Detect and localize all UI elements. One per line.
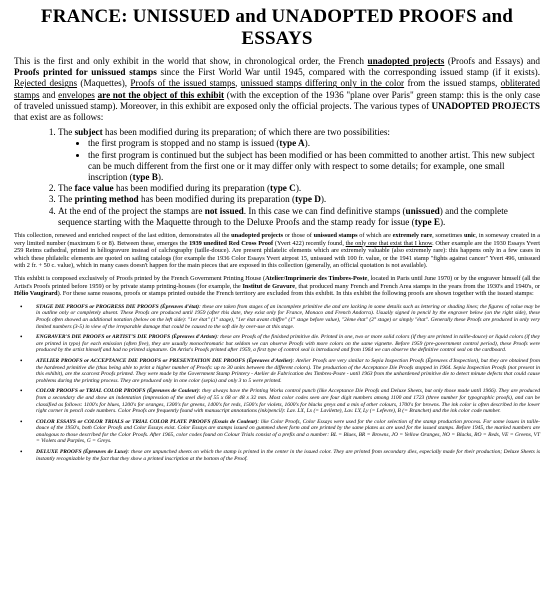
definition-item <box>14 449 540 462</box>
intro-text: This is the first and only exhibit in the world that show, in chronological order, the French <box>14 56 364 66</box>
item-text: not issued <box>204 205 244 216</box>
item-text: The <box>58 194 73 205</box>
item-text: face value <box>74 183 114 194</box>
item-text: type A <box>279 138 305 149</box>
para-text: or those of <box>284 232 312 240</box>
item-text: ) and the complete sequence starting with the Maquette through to the Deluxe Proofs and the stamp ready for issue ( <box>58 205 508 227</box>
item-text: ). <box>295 183 302 194</box>
list-item <box>58 183 540 194</box>
intro-text: Proofs of the issued stamps <box>130 78 236 89</box>
definition-item <box>14 358 540 384</box>
project-types-list <box>14 127 540 228</box>
para-text: , located in Paris until June 1970) or by the engraver himself (all the Artist's Proofs printed before 1959) or by private stamp printing-houses (for example, the <box>14 275 540 290</box>
intro-paragraph <box>14 56 540 123</box>
page-title: FRANCE: UNISSUED and UNADOPTED PROOFS and ESSAYS <box>40 6 514 49</box>
item-text: type D <box>295 194 321 205</box>
definition-term: COLOR PROOFS or TRIAL COLOR PROOFS (Épreuves de Couleur) <box>36 388 199 395</box>
intro-text: unadopted projects <box>367 56 445 66</box>
intro-text: , <box>235 78 238 89</box>
intro-text: UNADOPTED PROJECTS <box>431 100 540 111</box>
definition-item <box>14 304 540 330</box>
intro-text: envelopes <box>58 89 95 100</box>
para-text: of which are <box>359 232 391 240</box>
definition-item <box>14 388 540 414</box>
definition-term: COLOR ESSAYS or COLOR TRIALS or TRIAL COLOR PLATE PROOFS (Essais de Couleur) <box>36 418 258 425</box>
origin-paragraph <box>14 275 540 298</box>
item-text: ). <box>157 172 164 183</box>
item-text: subject <box>74 127 103 138</box>
intro-text: (Maquettes), <box>80 78 128 89</box>
intro-text: Rejected designs <box>14 78 78 89</box>
para-text: unissued stamps <box>313 232 358 240</box>
item-text: unissued <box>405 205 440 216</box>
collection-paragraph <box>14 232 540 270</box>
item-text: ). <box>320 194 327 205</box>
definition-item <box>14 334 540 354</box>
item-text: has been modified during its preparation ( <box>115 183 271 194</box>
item-text: type B <box>132 172 158 183</box>
item-text: The <box>58 183 73 194</box>
item-text: The <box>58 127 73 138</box>
item-text: ). <box>439 216 446 227</box>
para-text: the only one that exist that I know <box>345 239 433 247</box>
definition-text: : Atelier Proofs are very similar to Sepia Inspection Proofs (Épreuves d'Inspection), but they are obtained from the hardened primitive die (thus being able to print a higher number of Proofs: up to 30 units between the different colors). The production of the Acceptance Die Proofs stopped in 1964. Sepia Inspection Proofs (not present in this exhibit), are the scarcest Proofs printed. They were made by the Government Stamp Printery - Atelier de Fabrication des Timbres-Poste - until 1963 from the unhardened primitive die to detect minute defects that could cause problems during the printing process. They are produced only in one color (sepia) and only 3 to 5 were printed. <box>36 357 540 384</box>
definition-text: : these are unpunched sheets on which the stamp is printed in the center in the issued color. They are printed from secondary dies, especially made for their production; Deluxe Sheets is instantly recognizable by the fact that they show a printed inscription at the bottom of the Proof. <box>36 449 540 462</box>
para-text: unic <box>463 232 476 240</box>
intro-text: from the issued stamps, <box>407 78 498 89</box>
definition-term: ATELIER PROOFS or ACCEPTANCE DIE PROOFS or PRESENTATION DIE PROOFS (Épreuves d'Atelier) <box>36 357 293 364</box>
bullet-icon: • <box>20 302 23 311</box>
bullet-icon: • <box>20 448 23 457</box>
para-text: Hélio Vaugirard <box>14 290 58 298</box>
item-text: the first program is continued but the subject has been modified or has been committed to another artist. This new subject can be much different from the first one or it may differ only with respect to some details; for example, one small inscription ( <box>88 149 535 183</box>
list-item <box>58 206 540 228</box>
proof-definitions-list <box>14 304 540 462</box>
para-text: Institut de Gravure <box>242 282 296 290</box>
intro-text: unissued stamps differing only in the color <box>240 78 405 89</box>
intro-text: (with the exception of the 1936 "plane over Paris" green stamp: this is the only case of traveled unissued stamp). Moreover, in this exhibit are exposed only the official projects. The various types of <box>14 89 541 111</box>
item-text: has been modified during its preparation; of which there are two possibilities: <box>104 127 390 138</box>
para-text: ). For these same reasons, proofs or stamps printed outside the French territory are excluded from this exhibit. In this exhibit the following proofs are shown together with the issued stamps: <box>57 290 534 298</box>
definition-item <box>14 419 540 445</box>
list-item <box>58 194 540 205</box>
intro-text: (Proofs and Essays) and <box>447 56 540 66</box>
para-text: extremely rare <box>392 232 433 240</box>
para-text: This exhibit is composed exclusively of Proofs printed by the French Government Printing House ( <box>14 275 266 283</box>
intro-text: Proofs printed for unissued stamps <box>14 67 157 78</box>
definition-text: : they always have the Printing Works control punch (like Acceptance Die Proofs and Deluxe Sheets, but only those made until 1966). They are produced from a secondary die and show an indentation (impression of the steel die) of 55 x 68 or 48 x 32 mm. Most color codes seen are four digit numbers among 1100 and 1723 (three number for typographic proofs), and can be classified as follows: 1100's for blues, 1200's for oranges, 1300's for greens, 1400's for reds, 1500's for violets, 1600's for blacks greys and a mix of other colours, 1700's for browns. The ink color is often described in the lower right corner in pencil code numbers. Color Proofs are frequently found with manuscript annotations (ink/pencil): Lav. LX, Lx (= Lavilette), Lav. LY, Ly (= Lefevre), B (= Branchet) and the ink color code number. <box>36 388 540 415</box>
para-text: , in someway created in a very limited number (maximum 6 or 8). Between these, emerges the <box>14 232 541 247</box>
intro-text: are not the object of this exhibit <box>97 89 225 100</box>
intro-text: that exist are as follows: <box>14 112 104 123</box>
bullet-icon: • <box>20 387 23 396</box>
sub-list <box>58 138 540 183</box>
item-text: has been modified during its preparation ( <box>140 194 296 205</box>
intro-text: and <box>42 89 56 100</box>
item-text: type C <box>270 183 296 194</box>
bullet-icon: • <box>20 333 23 342</box>
item-text: printing method <box>74 194 139 205</box>
para-text: This collection, renewed and enriched respect of the last edition, demonstrates all the <box>14 232 230 240</box>
item-text: the first program is stopped and no stamp is issued ( <box>88 138 280 149</box>
list-item <box>88 150 540 184</box>
definition-term: DELUXE PROOFS (Épreuves de Luxe) <box>36 449 128 456</box>
definition-term: ENGRAVER'S DIE PROOFS or ARTIST'S DIE PROOFS (Épreuves d'Artiste) <box>36 334 218 341</box>
definition-text: : like Color Proofs, Color Essays were used for the color selection of the stamp production process. For some issues in taille-douce of the 1950's, both Color Proofs and Color Essays exist. Color Essays are stamps issued on gummed sheet form and are printed by the same plates as are used for the issued stamps. Before 1945, the marked numbers are analogous to those described for the Color Proofs. After 1965, color codes found on Colour Trials consist of a prefix and a number: BL = Blues, BR = Browns, JO = Yellow Oranges, NO = Blacks, RO = Reds, VE = Greens, VT = Violets and Purples, G = Greys. <box>36 418 540 445</box>
list-item <box>58 127 540 183</box>
item-text: type E <box>414 216 440 227</box>
item-text: At the end of the project the stamps are <box>58 205 203 216</box>
definition-term: STAGE DIE PROOFS or PROGRESS DIE PROOFS (Épreuves d'état) <box>36 303 200 310</box>
intro-text: since the First World War until 1945, compared with the corresponding issued stamp (if it exists). <box>160 67 541 78</box>
para-text: , sometimes <box>432 232 463 240</box>
para-text: unadopted projects <box>231 232 284 240</box>
definition-text: : these are Proofs of the finished primitive die. Printed in one, two or more solid colors (if they are printed in taille-douce) or liquid colors (if they are printed in typo) for each emission (often five), they are usually monochromatic but seldom we can observe Proofs with more colors on the same vignette. Before 1959 (pre-government control period), these Proofs were produced by the artist himself and had no printed signature. On Artist's Proofs printed after 1959, a first type of control seal is introduced and from 1964 we can observe the definitive control seal on the cardboard. <box>36 334 540 354</box>
list-item <box>88 138 540 149</box>
para-text: (Yvert 422) recently found, <box>274 239 344 247</box>
item-text: . In this case we can find definitive stamps ( <box>243 205 406 216</box>
para-text: Atelier/Imprimerie des Timbres-Poste <box>265 275 368 283</box>
bullet-icon: • <box>20 356 23 365</box>
intro-text: obliterated stamps <box>14 78 540 100</box>
para-text: . Other example are the 1930 Essays Yvert 259 Reims cathedral, printed in héliogravure instead of calchography (taille-douce). Are present philatelic elements which are extremely valuable (also extremely rare): this happens only in a few cases in which these philatelic elements are quoted on sailing catalogs (for example the 1936 Color Essays Yvert airpost 15, unissued with 100 fr. value, or the 1941 stamp "fights against cancer" Yvert 496, unissued with 2 fr. + 50 c. value), which in many cases doesn't happen for the main pieces that are exposed in this collection (generally, an official quotation is not available). <box>14 239 541 270</box>
bullet-icon: • <box>20 417 23 426</box>
para-text: 1939 unedited Red Cross Proof <box>189 239 274 247</box>
para-text: , that produced many French and French Area stamps in the years from the 1930's and 1940's, or <box>295 282 541 290</box>
definition-text: : these are taken from stages of an incomplete primitive die and are lacking in some details such as lettering or shading lines; the figures of value may be in outline only or completely absent. These Proofs are produced until 1959 (after this date, they exist only for France, Monaco and French Andorra). Usually signed in pencil by the engraver below (on the right side), these Proofs often showed an additional notation (below on the left side): "1er état" (1° stage), "1er état avant chiffre" (1° stage before value), "2ème état" (2° stage) or simply "état". Generally these Proofs are produced in only very limited numbers (3-5) in view of the irreparable damage that could be caused to the soft die by over-use at this stage. <box>36 303 540 330</box>
item-text: ). <box>304 138 311 149</box>
